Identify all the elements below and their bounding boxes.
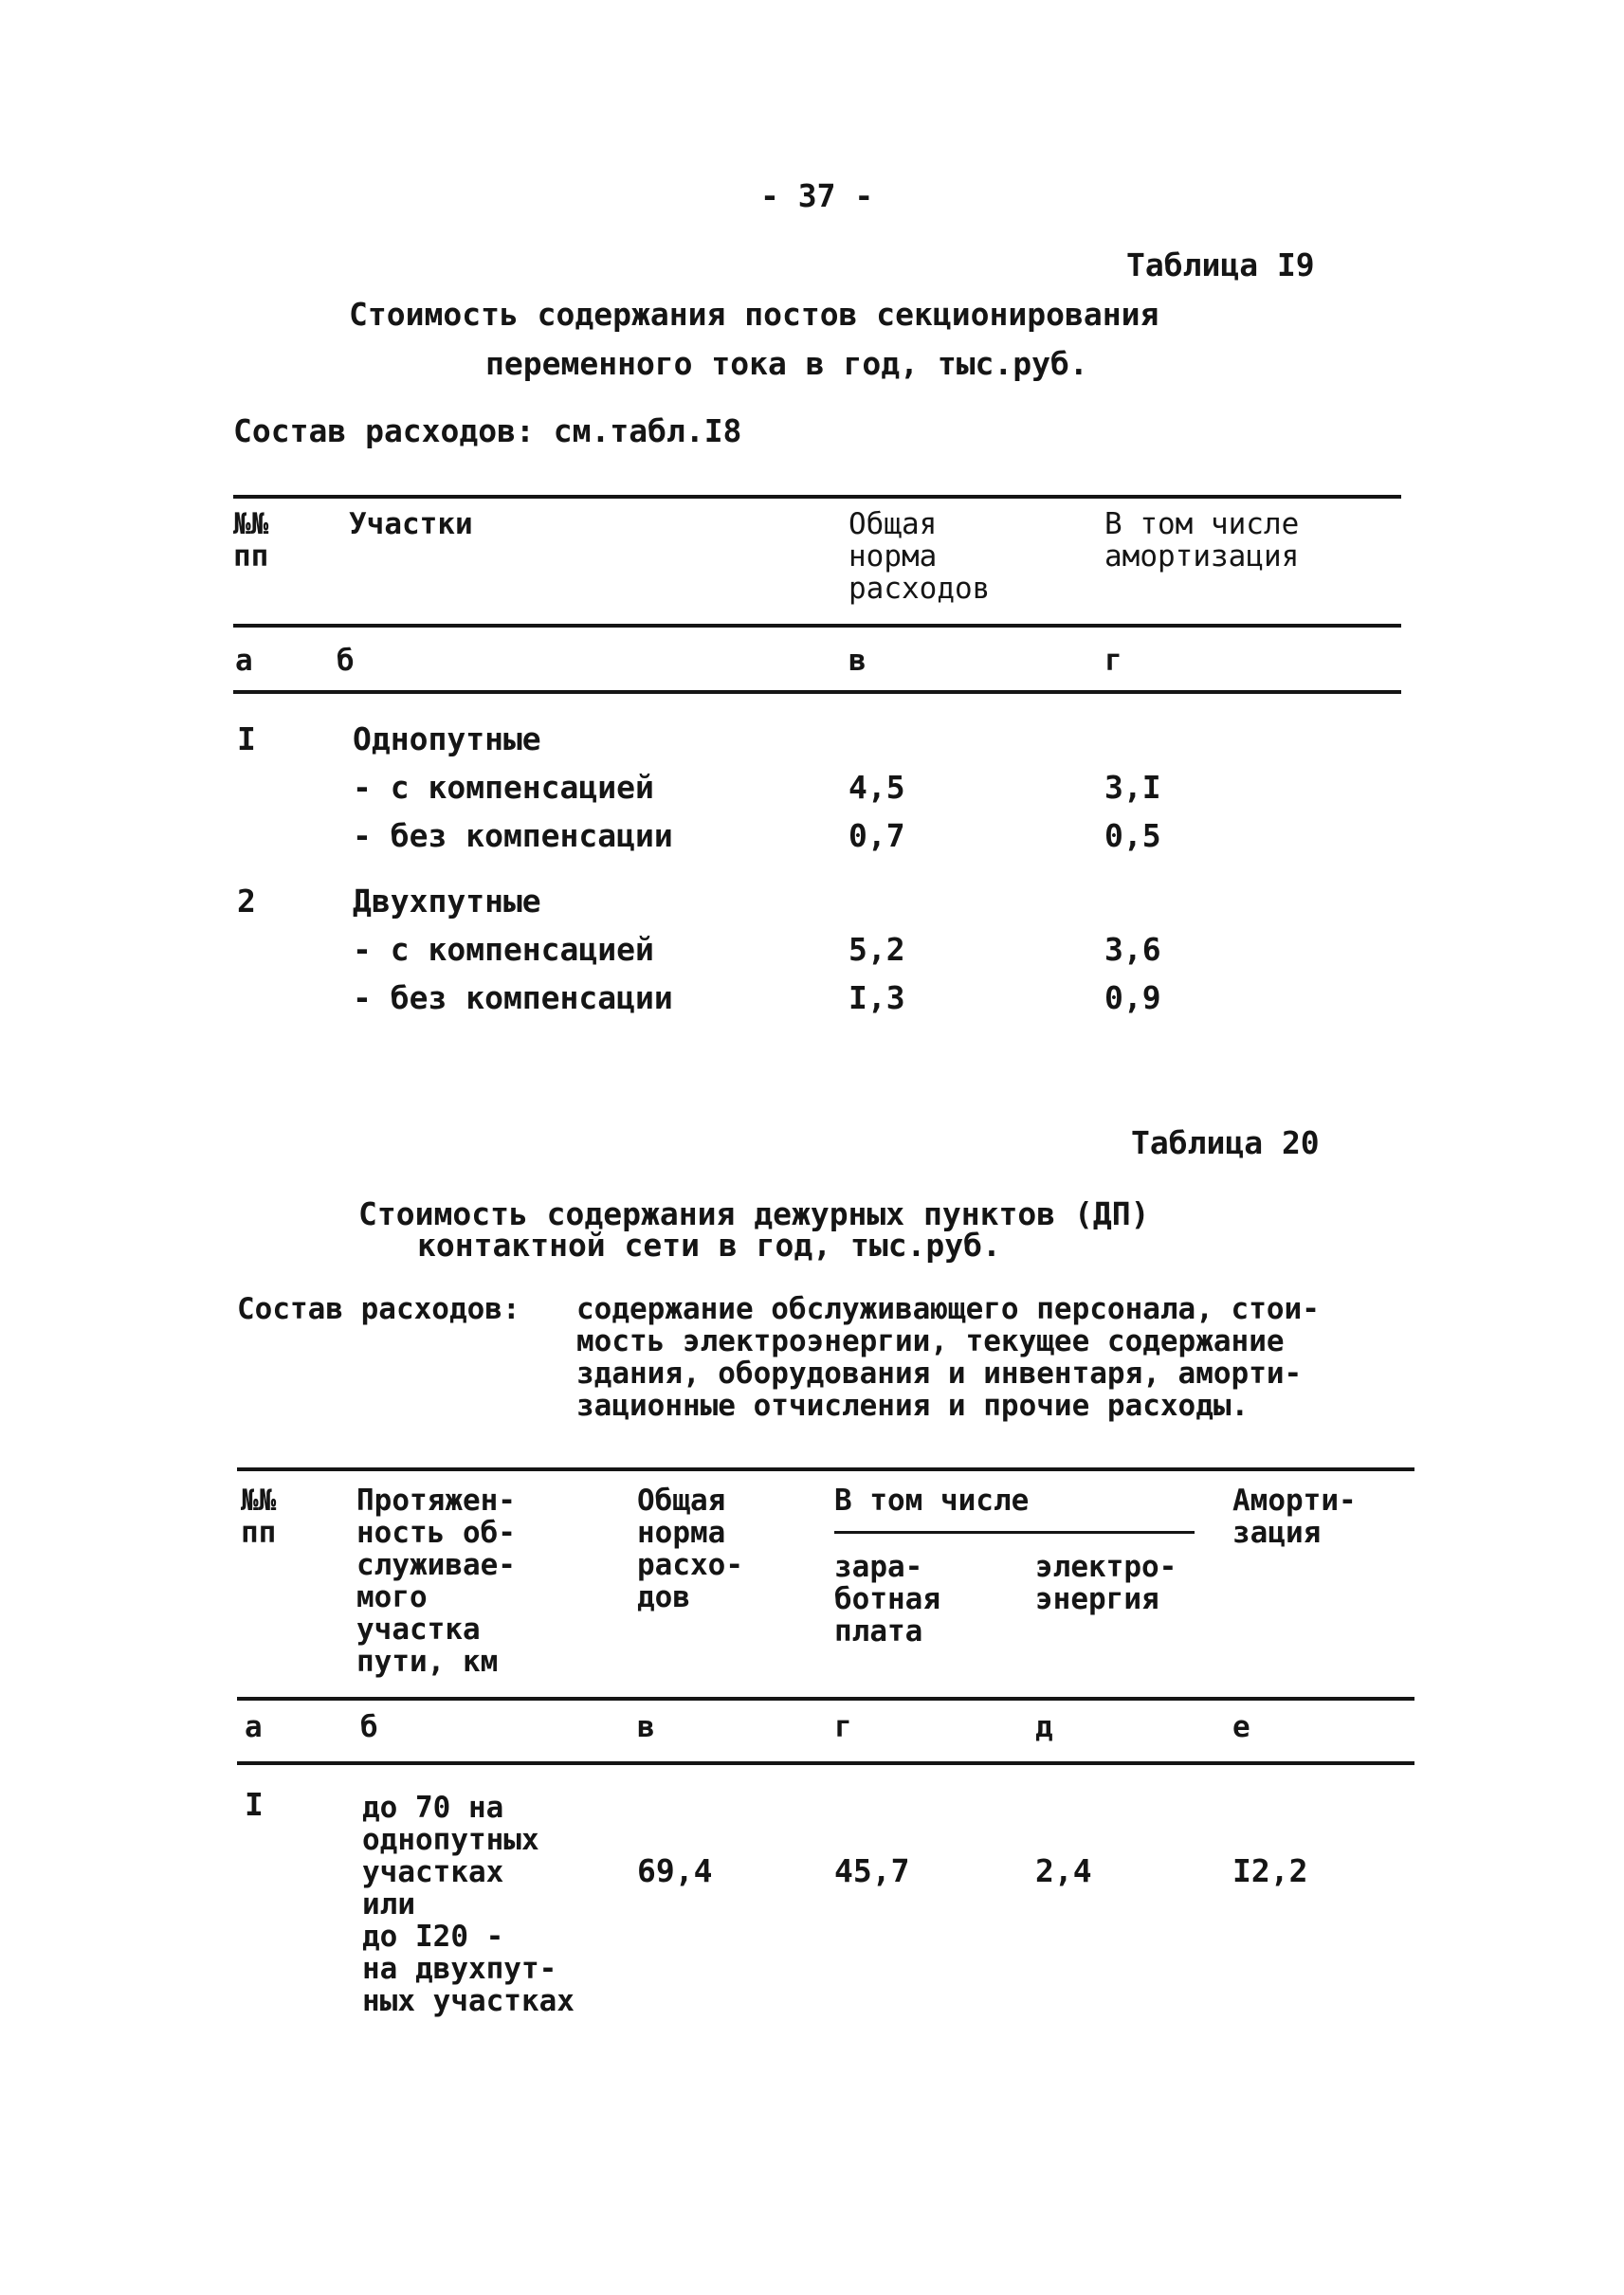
table-20-composition-line: содержание обслуживающего персонала, стои- (576, 1292, 1320, 1326)
table-cell-salary: 45,7 (834, 1852, 910, 1889)
table-cell-amort: 3,6 (1104, 931, 1161, 968)
table-19-letter-a: а (235, 644, 253, 678)
table-20-composition-line: зационные отчисления и прочие расходы. (576, 1389, 1250, 1423)
table-19-header-amort: В том числе амортизация (1104, 507, 1300, 574)
table-cell-amort: 0,5 (1104, 817, 1161, 854)
table-20-header-num: №№ пп (241, 1484, 277, 1550)
group-number: 2 (237, 883, 256, 920)
table-cell-amort: 0,9 (1104, 979, 1161, 1016)
table-cell-energy: 2,4 (1035, 1852, 1092, 1889)
table-19-header-total: Общая норма расходов (848, 507, 991, 606)
table-20-letter-d: г (834, 1710, 852, 1744)
table-20-header-total: Общая норма расхо- дов (637, 1484, 743, 1614)
table-20-header-amort: Аморти- зация (1232, 1484, 1357, 1550)
table-20-letter-e: д (1035, 1710, 1053, 1744)
table-cell-amort: 3,I (1104, 769, 1161, 806)
table-cell-total: 0,7 (848, 817, 905, 854)
table-20-composition-line: мость электроэнергии, текущее содержание (576, 1324, 1285, 1358)
group-number: I (237, 720, 256, 757)
table-20-letter-c: в (637, 1710, 655, 1744)
table-20-composition-label: Состав расходов: (237, 1292, 520, 1326)
table-cell-num: I (245, 1786, 264, 1823)
table-20-label: Таблица 20 (1131, 1124, 1320, 1161)
table-20-title-line1: Стоимость содержания дежурных пунктов (ДП) (358, 1195, 1150, 1232)
table-20-letter-a: а (245, 1710, 263, 1744)
table-19-letter-c: в (848, 644, 867, 678)
table-19-header-sections: Участки (349, 507, 473, 541)
table-19-letter-rule (233, 690, 1401, 694)
table-19-title-line2: переменного тока в год, тыс.руб. (485, 345, 1088, 382)
table-20-composition-line: здания, оборудования и инвентаря, аморти- (576, 1357, 1303, 1391)
table-19-title-line1: Стоимость содержания постов секционирования (349, 296, 1159, 333)
table-20-subheader-rule (834, 1531, 1195, 1534)
table-cell-length: до 70 на однопутных участках или до I20 - на двухпут- ных участках (362, 1791, 575, 2018)
table-cell-total: 4,5 (848, 769, 905, 806)
table-cell-amort: I2,2 (1232, 1852, 1308, 1889)
table-19-header-rule (233, 624, 1401, 628)
table-cell-total: I,3 (848, 979, 905, 1016)
table-cell-total: 69,4 (637, 1852, 713, 1889)
table-20-header-rule (237, 1697, 1414, 1701)
table-20-letter-f: е (1232, 1710, 1250, 1744)
table-row-label: - без компенсации (353, 817, 673, 854)
table-20-title-line2: контактной сети в год, тыс.руб. (417, 1227, 1001, 1264)
table-19-letter-b: б (337, 644, 355, 678)
table-row-label: - с компенсацией (353, 769, 654, 806)
table-20-header-salary: зара- ботная плата (834, 1550, 940, 1648)
table-20-header-length: Протяжен- ность об- служивае- мого участка пути, км (356, 1484, 516, 1679)
page-number: - 37 - (760, 177, 874, 214)
table-20-letter-b: б (360, 1710, 378, 1744)
table-cell-total: 5,2 (848, 931, 905, 968)
group-name: Однопутные (353, 720, 541, 757)
table-20-header-energy: электро- энергия (1035, 1550, 1177, 1616)
table-20-letter-rule (237, 1761, 1414, 1765)
table-row-label: - без компенсации (353, 979, 673, 1016)
table-19-top-rule (233, 495, 1401, 499)
table-19-composition: Состав расходов: см.табл.I8 (233, 412, 742, 449)
table-20-header-including: В том числе (834, 1484, 1030, 1518)
table-20-top-rule (237, 1467, 1414, 1471)
group-name: Двухпутные (353, 883, 541, 920)
table-19-header-num: №№ пп (233, 507, 269, 574)
table-19-label: Таблица I9 (1126, 246, 1315, 283)
table-row-label: - с компенсацией (353, 931, 654, 968)
table-19-letter-d: г (1104, 644, 1122, 678)
